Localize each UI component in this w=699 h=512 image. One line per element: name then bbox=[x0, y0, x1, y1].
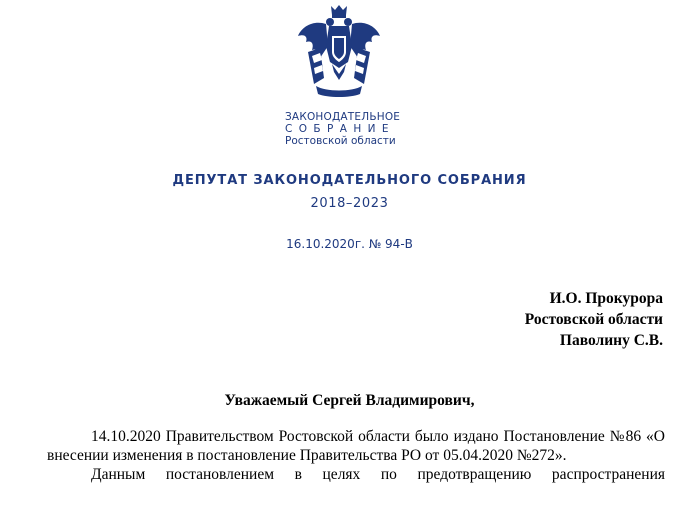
org-line-3: Ростовской области bbox=[285, 135, 396, 147]
deputy-title: ДЕПУТАТ ЗАКОНОДАТЕЛЬНОГО СОБРАНИЯ bbox=[172, 173, 527, 188]
recipient-line-1: И.О. Прокурора bbox=[549, 290, 663, 307]
document-number: 16.10.2020г. № 94-В bbox=[286, 237, 413, 251]
salutation: Уважаемый Сергей Владимирович, bbox=[224, 392, 475, 409]
recipient-block bbox=[525, 288, 663, 351]
organization-name bbox=[285, 111, 445, 147]
body-paragraph-2: Данным постановлением в целях по предотвращению распространения bbox=[91, 466, 665, 483]
rostov-coat-of-arms-icon bbox=[294, 2, 384, 98]
org-line-2: СОБРАНИЕ bbox=[285, 123, 395, 135]
recipient-line-3: Паволину С.В. bbox=[559, 332, 663, 349]
letter-body bbox=[47, 427, 665, 484]
recipient-line-2: Ростовской области bbox=[524, 311, 663, 328]
org-line-1: ЗАКОНОДАТЕЛЬНОЕ bbox=[285, 111, 401, 123]
term-years: 2018–2023 bbox=[310, 196, 389, 211]
body-paragraph-1: 14.10.2020 Правительством Ростовской области было издано Постановление №86 «О внесении изменения в постановление Правительства РО от 05.04.2020 №272». bbox=[47, 428, 665, 464]
